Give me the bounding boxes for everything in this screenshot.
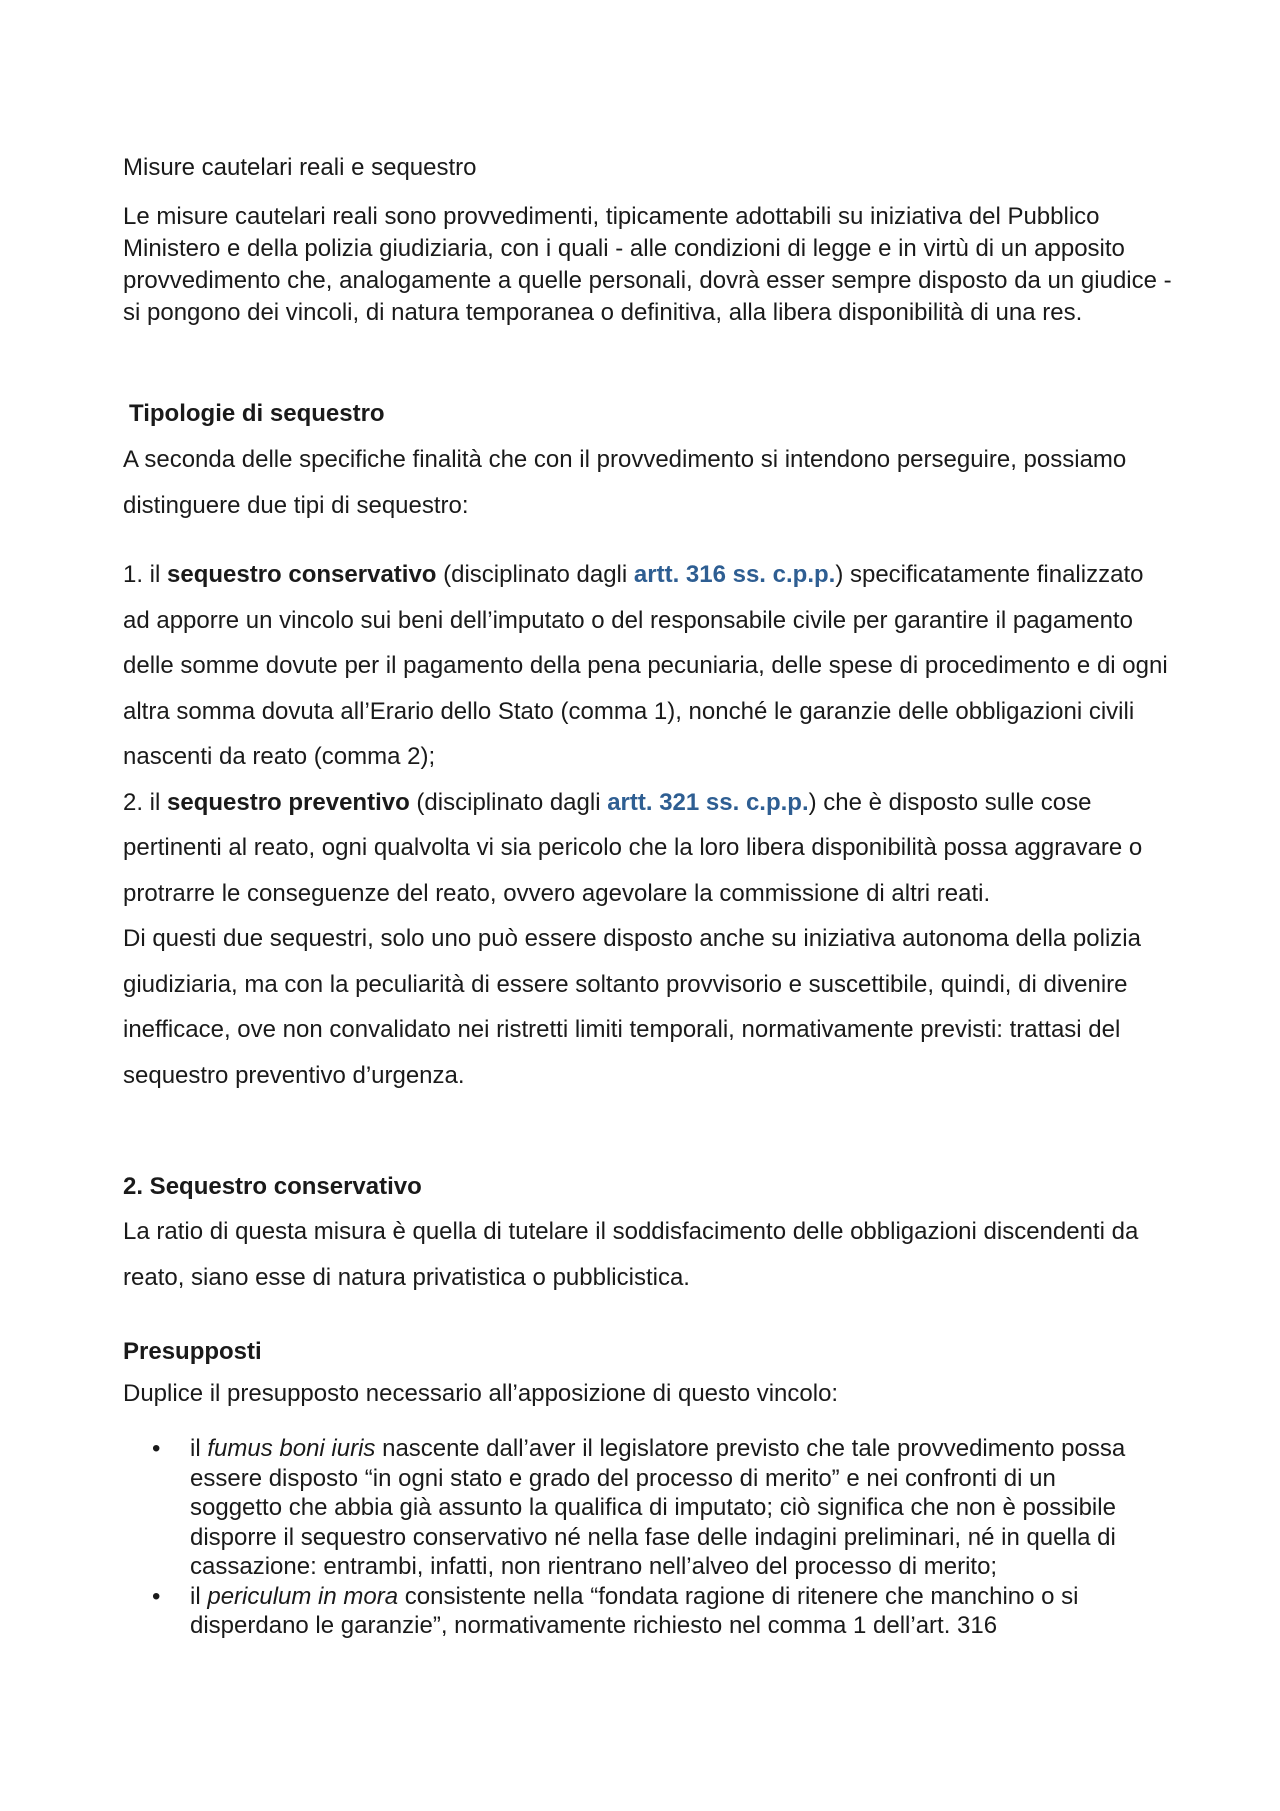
conservativo-text: La ratio di questa misura è quella di tutelare il soddisfacimento delle obbligazioni discendenti da reato, siano esse di natura privatistica o pubblicistica. <box>123 1218 1139 1291</box>
list-item-periculum: • il periculum in mora consistente nella “fondata ragione di ritenere che manchino o si disperdano le garanzie”, normativamente richiesto nel comma 1 dell’art. 316 <box>152 1582 1079 1639</box>
tipologie-heading <box>129 398 1179 430</box>
list-item-preventivo: 2. il sequestro preventivo (disciplinato dagli artt. 321 ss. c.p.p.) che è disposto sulle cose pertinenti al reato, ogni qualvolta vi sia pericolo che la loro libera disponibilità possa aggravare o protrarre le conseguenze del reato, ovvero agevolare la commissione di altri reati. <box>123 788 1143 907</box>
ref-artt-321[interactable]: artt. 321 ss. c.p.p. <box>607 788 809 816</box>
closing-paragraph: Di questi due sequestri, solo uno può essere disposto anche su iniziativa autonoma della polizia giudiziaria, ma con la peculiarità di essere soltanto provvisorio e suscettibile, quindi, di divenire inefficace, ove non convalidato nei ristretti limiti temporali, normativamente previsti: trattasi del sequestro preventivo d’urgenza. <box>123 925 1141 1089</box>
presupposti-list <box>152 1434 1150 1641</box>
tipologie-lead: A seconda delle specifiche finalità che con il provvedimento si intendono perseguire, possiamo distinguere due tipi di sequestro: <box>123 446 1127 519</box>
presupposti-lead: Duplice il presupposto necessario all’apposizione di questo vincolo: <box>123 1380 839 1407</box>
term-sequestro-preventivo: sequestro preventivo <box>167 788 410 816</box>
conservativo-heading <box>123 1171 1173 1203</box>
intro-paragraph: Le misure cautelari reali sono provvedimenti, tipicamente adottabili su iniziativa del Pubblico Ministero e della polizia giudiziaria, con i quali - alle condizioni di legge e in virtù di un apposito provvedimento che, analogamente a quelle personali, dovrà esser sempre disposto da un giudice - si pongono dei vincoli, di natura temporanea o definitiva, alla libera disponibilità di una res. <box>123 203 1172 326</box>
ref-artt-316[interactable]: artt. 316 ss. c.p.p. <box>633 561 836 588</box>
sequestro-list <box>123 552 1173 1098</box>
conservativo-heading-text: 2. Sequestro conservativo <box>123 1173 422 1200</box>
list-item-fumus: • il fumus boni iuris nascente dall’aver il legislatore previsto che tale provvedimento possa essere disposto “in ogni stato e grado del processo di merito” e nei confronti di un soggetto che abbia già assunto la qualifica di imputato; ciò significa che non è possibile disporre il sequestro conservativo né nella fase delle indagini preliminari, né in quella di cassazione: entrambi, infatti, non rientrano nell’alveo del processo di merito; <box>152 1435 1126 1580</box>
term-periculum-in-mora: periculum in mora <box>207 1582 399 1610</box>
presupposti-heading-text: Presupposti <box>123 1338 262 1365</box>
list-item-conservativo: 1. il sequestro conservativo (disciplinato dagli artt. 316 ss. c.p.p.) specificatamente finalizzato ad apporre un vincolo sui beni dell’imputato o del responsabile civile per garantire il pagamento delle somme dovute per il pagamento della pena pecuniaria, delle spese di procedimento e di ogni altra somma dovuta all’Erario dello Stato (comma 1), nonché le garanzie delle obbligazioni civili nascenti da reato (comma 2); <box>123 561 1168 770</box>
tipologie-heading-text: Tipologie di sequestro <box>129 400 385 427</box>
term-fumus-boni-iuris: fumus boni iuris <box>207 1435 376 1462</box>
bullet-icon: • <box>152 1435 161 1462</box>
term-sequestro-conservativo: sequestro conservativo <box>167 561 437 588</box>
presupposti-heading <box>123 1336 1173 1368</box>
document-title: Misure cautelari reali e sequestro <box>123 154 477 181</box>
bullet-icon: • <box>152 1582 161 1610</box>
